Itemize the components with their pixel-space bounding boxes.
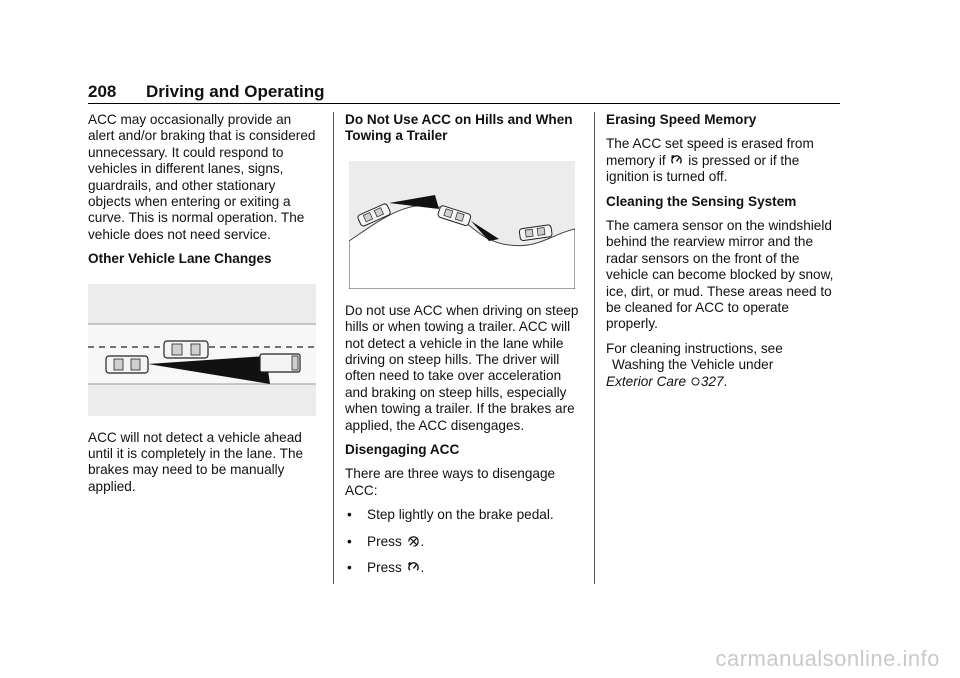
cruise-onoff-icon — [407, 561, 420, 574]
hills-illustration — [349, 161, 575, 289]
lane-change-drawing — [88, 284, 316, 416]
bullet-mark: • — [347, 507, 352, 523]
instr-end: . — [723, 373, 728, 389]
bullet-period: . — [420, 560, 425, 576]
column-divider-2 — [594, 112, 595, 584]
bullet-mark: • — [347, 533, 352, 549]
column-1 — [88, 112, 320, 503]
cancel-icon — [407, 535, 420, 548]
exterior-care-link[interactable]: Exterior Care — [606, 373, 687, 389]
cleaning-instructions — [606, 341, 842, 390]
instr-prefix: For cleaning instructions, see — [606, 340, 783, 356]
hills-paragraph: Do not use ACC when driving on steep hills or when towing a trailer. ACC will not detect a vehicle in the lane while driving on steep hills. The driver will often need to take over acceleration and braking on steep hills, especially when towing a trailer. If the brakes are applied, the ACC disengages. — [345, 302, 579, 433]
lane-change-illustration — [88, 284, 316, 416]
lane-change-paragraph: ACC will not detect a vehicle ahead until it is completely in the lane. The brakes may need to be manually applied. — [88, 429, 304, 494]
list-item — [345, 560, 585, 576]
cruise-onoff-icon — [670, 154, 683, 167]
column-3 — [606, 112, 842, 398]
bullet-mark: • — [347, 560, 352, 576]
instr-under: under — [738, 357, 774, 373]
truck-ahead-icon — [260, 354, 300, 372]
cleaning-paragraph: The camera sensor on the windshield behind the rearview mirror and the radar sensors on the front of the vehicle can become blocked by snow, ice, dirt, or mud. These areas need to be cleaned for ACC to operate properly. — [606, 218, 834, 332]
disengage-intro: There are three ways to disengage ACC: — [345, 466, 556, 498]
bullet-text: Step lightly on the brake pedal. — [367, 507, 554, 523]
own-vehicle-icon — [106, 356, 148, 373]
list-item — [345, 534, 585, 550]
section-title: Driving and Operating — [146, 82, 325, 101]
heading-disengaging: Disengaging ACC — [345, 442, 460, 458]
header-rule — [88, 103, 840, 104]
intro-paragraph: ACC may occasionally provide an alert and/or braking that is considered unnecessary. It could respond to vehicles in different lanes, signs, guardrails, and other stationary objects when entering or exiting a curve. This is normal operation. The vehicle does not need service. — [88, 112, 316, 242]
heading-cleaning: Cleaning the Sensing System — [606, 193, 797, 209]
page-reference-number[interactable]: 327 — [700, 373, 724, 389]
column-2 — [345, 112, 585, 587]
bullet-text: Press — [367, 533, 402, 549]
column-divider-1 — [333, 112, 334, 584]
heading-erasing-speed: Erasing Speed Memory — [606, 112, 757, 127]
page-reference-icon — [691, 377, 700, 386]
page-number: 208 — [88, 82, 117, 101]
erase-text-2: is pressed or if the ignition is turned off. — [606, 152, 800, 185]
heading-hills-trailer: Do Not Use ACC on Hills and When Towing a Trailer — [345, 112, 573, 144]
hills-drawing — [349, 161, 575, 289]
list-item — [345, 507, 585, 523]
washing-link[interactable]: Washing the Vehicle — [612, 357, 735, 373]
erase-text-1: The ACC set speed is erased from memory if — [606, 136, 814, 168]
erase-paragraph — [606, 136, 842, 185]
watermark: carmanualsonline.info — [715, 646, 940, 671]
bullet-period: . — [420, 533, 425, 549]
heading-lane-changes: Other Vehicle Lane Changes — [88, 251, 272, 267]
car-ahead-icon — [164, 341, 208, 358]
disengage-list — [345, 507, 585, 576]
bullet-text: Press — [367, 560, 402, 576]
